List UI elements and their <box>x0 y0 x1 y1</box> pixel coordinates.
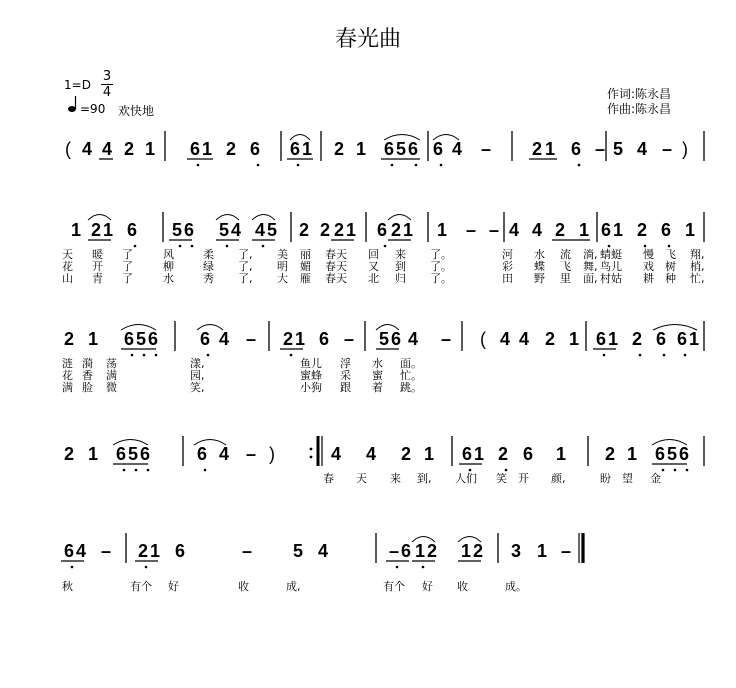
lyric: 山 <box>62 272 73 285</box>
note: 6 <box>661 220 672 240</box>
tempo: =90 <box>80 102 106 116</box>
note: 5 <box>667 444 678 464</box>
note: 6 <box>175 541 186 561</box>
dash-note: – <box>246 329 257 349</box>
note: 2 <box>124 139 135 159</box>
lyric: 到 <box>395 260 406 273</box>
octave-dot <box>290 354 293 357</box>
lyric: 了。 <box>430 248 452 261</box>
time-signature-bottom: 4 <box>102 85 112 100</box>
octave-dot <box>415 164 418 167</box>
note: 4 <box>82 139 93 159</box>
octave-dot <box>578 164 581 167</box>
lyric: 了 <box>122 260 133 273</box>
lyric: 笑 <box>496 472 507 485</box>
note: 2 <box>637 220 648 240</box>
note: 5 <box>613 139 624 159</box>
lyric: 收 <box>238 580 249 593</box>
dash-note: – <box>466 220 477 240</box>
lyric: 柔 <box>203 248 214 261</box>
note: 6 <box>408 139 419 159</box>
lyric: 村姑 <box>600 272 622 285</box>
note: 6 <box>596 329 607 349</box>
lyric: 有个 <box>130 580 152 593</box>
note: 2 <box>320 220 331 240</box>
note: 6 <box>462 444 473 464</box>
lyric: 开 <box>92 260 103 273</box>
note: 6 <box>433 139 444 159</box>
note: 1 <box>424 444 435 464</box>
note: 1 <box>415 541 426 561</box>
lyric: 蜜蜂 <box>300 369 322 382</box>
dash-note: – <box>481 139 492 159</box>
lyric: 蜻蜓 <box>600 248 622 261</box>
note: 1 <box>346 220 357 240</box>
lyric: 秋 <box>62 580 73 593</box>
note: 6 <box>377 220 388 240</box>
note: 4 <box>318 541 329 561</box>
lyric: 种 <box>665 272 676 285</box>
note: 6 <box>197 444 208 464</box>
lyric: 蝶 <box>534 260 545 273</box>
note: 2 <box>138 541 149 561</box>
lyric: 颜, <box>551 472 566 485</box>
lyric: 金 <box>650 472 661 485</box>
dash-note: – <box>441 329 452 349</box>
note: 4 <box>231 220 242 240</box>
octave-dot <box>668 245 671 248</box>
octave-dot <box>297 164 300 167</box>
lyric: 归 <box>395 272 406 285</box>
note: 5 <box>128 444 139 464</box>
octave-dot <box>505 469 508 472</box>
note: 4 <box>219 444 230 464</box>
lyric: 采 <box>340 369 351 382</box>
octave-dot <box>145 566 148 569</box>
note: 1 <box>689 329 700 349</box>
octave-dot <box>422 566 425 569</box>
composer: 作曲:陈永昌 <box>607 102 672 116</box>
note: 2 <box>555 220 566 240</box>
lyric: 大 <box>277 272 288 285</box>
note: 6 <box>148 329 159 349</box>
octave-dot <box>469 469 472 472</box>
note: 4 <box>366 444 377 464</box>
note: 6 <box>571 139 582 159</box>
lyric: 水 <box>372 357 383 370</box>
lyric: 来 <box>395 248 406 261</box>
note: 1 <box>103 220 114 240</box>
lyric: 绿 <box>203 260 214 273</box>
lyric: 北 <box>368 272 379 285</box>
song-title: 春光曲 <box>334 27 401 52</box>
lyric: 笑, <box>190 381 205 394</box>
dash-note: – <box>489 220 500 240</box>
lyric: 了, <box>238 248 253 261</box>
note: 2 <box>473 541 484 561</box>
lyric: 又 <box>368 260 379 273</box>
dash-note: – <box>389 541 400 561</box>
note: 4 <box>519 329 530 349</box>
note: 2 <box>498 444 509 464</box>
lyric: 彩 <box>502 260 513 273</box>
key-signature: 1=D <box>64 78 91 92</box>
dash-note: – <box>246 444 257 464</box>
octave-dot <box>143 354 146 357</box>
octave-dot <box>207 354 210 357</box>
note: 2 <box>391 220 402 240</box>
octave-dot <box>440 164 443 167</box>
note: 1 <box>569 329 580 349</box>
note: 5 <box>172 220 183 240</box>
lyric: 媚 <box>300 260 311 273</box>
dash-note: – <box>344 329 355 349</box>
note: 4 <box>331 444 342 464</box>
lyric: 流 <box>560 248 571 261</box>
octave-dot <box>71 566 74 569</box>
lyric: 天 <box>356 472 367 485</box>
lyric: 开 <box>518 472 529 485</box>
note: 2 <box>427 541 438 561</box>
note: 2 <box>545 329 556 349</box>
lyric: 戏 <box>643 260 654 273</box>
lyric: 风 <box>163 248 174 261</box>
octave-dot <box>135 469 138 472</box>
octave-dot <box>197 164 200 167</box>
note: 6 <box>677 329 688 349</box>
lyric: 漾, <box>190 357 205 370</box>
lyric: 荡 <box>106 357 117 370</box>
note: 1 <box>88 444 99 464</box>
note: 1 <box>150 541 161 561</box>
octave-dot <box>262 245 265 248</box>
lyric: 有个 <box>383 580 405 593</box>
note: 5 <box>379 329 390 349</box>
note: 3 <box>511 541 522 561</box>
note: 4 <box>532 220 543 240</box>
octave-dot <box>662 469 665 472</box>
lyric: 慢 <box>643 248 654 261</box>
note: 6 <box>319 329 330 349</box>
note: 2 <box>605 444 616 464</box>
lyric: 了 <box>122 248 133 261</box>
lyric: 淌, <box>583 248 598 261</box>
octave-dot <box>686 469 689 472</box>
lyric: 香 <box>82 369 93 382</box>
note: 2 <box>334 220 345 240</box>
note: 4 <box>408 329 419 349</box>
octave-dot <box>644 245 647 248</box>
note: 1 <box>608 329 619 349</box>
note: 2 <box>532 139 543 159</box>
octave-dot <box>191 245 194 248</box>
lyric: 忙, <box>690 272 705 285</box>
lyric: 河 <box>502 248 513 261</box>
lyric: 了 <box>122 272 133 285</box>
note: 6 <box>384 139 395 159</box>
lyric: 梢, <box>690 260 705 273</box>
octave-dot <box>123 469 126 472</box>
lyric: 了。 <box>430 272 452 285</box>
note: 2 <box>632 329 643 349</box>
note: 6 <box>184 220 195 240</box>
note: 1 <box>302 139 313 159</box>
note: 1 <box>403 220 414 240</box>
note: 1 <box>627 444 638 464</box>
note: 5 <box>267 220 278 240</box>
octave-dot <box>179 245 182 248</box>
lyric: 着 <box>372 381 383 394</box>
lyric: 回 <box>368 248 379 261</box>
note: 2 <box>401 444 412 464</box>
note: 2 <box>64 329 75 349</box>
lyric: 了。 <box>430 260 452 273</box>
note: 6 <box>124 329 135 349</box>
dash-note: – <box>101 541 112 561</box>
note: 6 <box>127 220 138 240</box>
octave-dot <box>131 354 134 357</box>
octave-dot <box>603 354 606 357</box>
tempo-marking: 欢快地 <box>118 104 155 118</box>
note: 1 <box>613 220 624 240</box>
octave-dot <box>147 469 150 472</box>
lyric: 丽 <box>300 248 311 261</box>
note: 4 <box>219 329 230 349</box>
lyric: 花 <box>62 369 73 382</box>
note: 6 <box>64 541 75 561</box>
octave-dot <box>639 354 642 357</box>
note: 2 <box>91 220 102 240</box>
lyric: 青 <box>92 272 103 285</box>
octave-dot <box>257 164 260 167</box>
note: 6 <box>401 541 412 561</box>
note: 1 <box>556 444 567 464</box>
lyric: 成, <box>286 580 301 593</box>
paren-mark: ) <box>682 139 688 159</box>
note: 2 <box>226 139 237 159</box>
note: 6 <box>200 329 211 349</box>
lyric: 舞, <box>583 260 598 273</box>
lyric: 里 <box>560 272 571 285</box>
note: 6 <box>290 139 301 159</box>
note: 5 <box>293 541 304 561</box>
lyric: 跟 <box>340 381 351 394</box>
lyric: 来 <box>390 472 401 485</box>
note: 4 <box>509 220 520 240</box>
lyric: 脸 <box>82 381 93 394</box>
lyric: 面。 <box>400 357 422 370</box>
note: 2 <box>64 444 75 464</box>
lyric: 浮 <box>340 357 351 370</box>
lyric: 鸟儿 <box>600 260 622 273</box>
note: 2 <box>334 139 345 159</box>
lyric: 满 <box>62 381 73 394</box>
lyricist: 作词:陈永昌 <box>607 87 672 101</box>
note: 6 <box>523 444 534 464</box>
lyric: 好 <box>168 580 179 593</box>
lyric: 漪 <box>82 357 93 370</box>
lyric: 到, <box>417 472 432 485</box>
lyric: 盼 <box>600 472 611 485</box>
note: 5 <box>219 220 230 240</box>
lyric: 耕 <box>643 272 654 285</box>
note: 2 <box>299 220 310 240</box>
note: 1 <box>437 220 448 240</box>
lyric: 忙。 <box>400 369 422 382</box>
lyric: 园, <box>190 369 205 382</box>
note: 1 <box>474 444 485 464</box>
note: 4 <box>76 541 87 561</box>
note: 1 <box>685 220 696 240</box>
octave-dot <box>134 245 137 248</box>
note: 6 <box>656 329 667 349</box>
note: 1 <box>537 541 548 561</box>
note: 6 <box>601 220 612 240</box>
lyric: 柳 <box>163 260 174 273</box>
octave-dot <box>226 245 229 248</box>
lyric: 秀 <box>203 272 214 285</box>
note: 1 <box>71 220 82 240</box>
repeat-dot <box>310 456 313 459</box>
octave-dot <box>608 245 611 248</box>
octave-dot <box>391 164 394 167</box>
lyric: 雁 <box>300 272 311 285</box>
note: 5 <box>136 329 147 349</box>
note: 1 <box>145 139 156 159</box>
note: 1 <box>356 139 367 159</box>
lyric: 飞 <box>560 260 571 273</box>
note: 4 <box>637 139 648 159</box>
lyric: 水 <box>163 272 174 285</box>
lyric: 鱼儿 <box>300 357 322 370</box>
time-signature-top: 3 <box>102 69 112 84</box>
note: 5 <box>396 139 407 159</box>
lyric: 美 <box>277 248 288 261</box>
dash-note: – <box>242 541 253 561</box>
note: 6 <box>250 139 261 159</box>
note: 1 <box>202 139 213 159</box>
lyric: 满 <box>106 369 117 382</box>
lyric: 花 <box>62 260 73 273</box>
octave-dot <box>384 245 387 248</box>
lyric: 了, <box>238 272 253 285</box>
lyric: 人们 <box>455 472 477 485</box>
paren-mark: ) <box>269 444 275 464</box>
note: 4 <box>452 139 463 159</box>
octave-dot <box>684 354 687 357</box>
lyric: 面, <box>583 272 598 285</box>
paren-mark: ( <box>480 329 486 349</box>
lyric: 成。 <box>505 580 527 593</box>
lyric: 春天 <box>325 248 347 261</box>
note: 6 <box>140 444 151 464</box>
lyric: 跳。 <box>400 381 422 394</box>
lyric: 野 <box>534 272 545 285</box>
lyric: 翔, <box>690 248 705 261</box>
octave-dot <box>674 469 677 472</box>
lyric: 春天 <box>325 260 347 273</box>
dash-note: – <box>595 139 606 159</box>
lyric: 小狗 <box>300 381 322 394</box>
note: 1 <box>295 329 306 349</box>
dash-note: – <box>662 139 673 159</box>
lyric: 暖 <box>92 248 103 261</box>
octave-dot <box>204 469 207 472</box>
lyric: 望 <box>622 472 633 485</box>
lyric: 蜜 <box>372 369 383 382</box>
note: 1 <box>579 220 590 240</box>
paren-mark: ( <box>65 139 71 159</box>
octave-dot <box>663 354 666 357</box>
note: 4 <box>102 139 113 159</box>
lyric: 微 <box>106 381 117 394</box>
lyric: 涟 <box>62 357 73 370</box>
octave-dot <box>155 354 158 357</box>
note: 4 <box>255 220 266 240</box>
note: 1 <box>461 541 472 561</box>
dash-note: – <box>561 541 572 561</box>
lyric: 树 <box>665 260 676 273</box>
lyric: 田 <box>502 272 513 285</box>
note: 6 <box>679 444 690 464</box>
lyric: 了, <box>238 260 253 273</box>
note: 2 <box>283 329 294 349</box>
lyric: 明 <box>277 260 288 273</box>
lyric: 好 <box>422 580 433 593</box>
lyric: 春天 <box>325 272 347 285</box>
note: 6 <box>391 329 402 349</box>
note: 6 <box>190 139 201 159</box>
lyric: 收 <box>457 580 468 593</box>
note: 6 <box>655 444 666 464</box>
lyric: 天 <box>62 248 73 261</box>
note: 4 <box>500 329 511 349</box>
lyric: 飞 <box>665 248 676 261</box>
note: 1 <box>88 329 99 349</box>
repeat-dot <box>310 448 313 451</box>
note: 1 <box>545 139 556 159</box>
lyric: 春 <box>323 472 334 485</box>
lyric: 水 <box>534 248 545 261</box>
octave-dot <box>396 566 399 569</box>
note: 6 <box>116 444 127 464</box>
